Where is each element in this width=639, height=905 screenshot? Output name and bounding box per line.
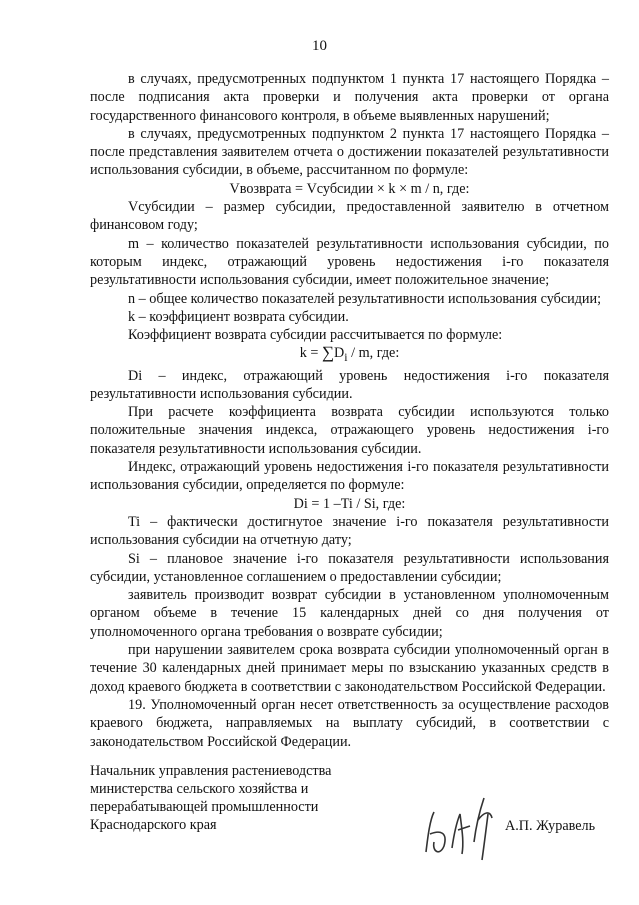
formula-k xyxy=(90,344,609,366)
definition-n: n – общее количество показателей результативности использования субсидии; xyxy=(128,290,602,307)
handwritten-signature xyxy=(418,790,508,870)
position-line: Краснодарского края xyxy=(90,817,217,833)
paragraph-positive-values: При расчете коэффициента возврата субсидии используются только положительные значения индекса, отражающего уровень недостижения i-го показателя результативности использования субсидии. xyxy=(90,404,609,457)
sum-symbol: ∑ xyxy=(321,343,335,363)
signatory-name: А.П. Журавель xyxy=(505,818,596,834)
position-line: министерства сельского хозяйства и xyxy=(90,781,309,797)
definition-ti: Ti – фактически достигнутое значение i-го показателя результативности использования субсидии на отчетную дату; xyxy=(90,513,609,549)
paragraph-refund-deadline: заявитель производит возврат субсидии в установленном уполномоченным органом объеме в течение 15 календарных дней со дня получения от уполномоченного органа требования о возврате субсидии; xyxy=(90,587,609,640)
paragraph-refund-case-2: в случаях, предусмотренных подпунктом 2 пункта 17 настоящего Порядка – после представления заявителем отчета о достижении показателей результативности использования субсидии, в объеме, рассчитанном по формуле: xyxy=(90,125,609,179)
formula-refund-volume: Vвозврата = Vсубсидии × k × m / n, где: xyxy=(229,180,470,197)
page-number: 10 xyxy=(312,38,327,54)
definition-si: Si – плановое значение i-го показателя результативности использования субсидии, установленное соглашением о предоставлении субсидии; xyxy=(90,550,609,585)
paragraph-refund-case-1: в случаях, предусмотренных подпунктом 1 пункта 17 настоящего Порядка – после подписания акта проверки и получения акта проверки от органа государственного финансового контроля, в объеме выявленных нарушений; xyxy=(90,71,609,124)
definition-di: Di – индекс, отражающий уровень недостижения i-го показателя результативности использования субсидии. xyxy=(90,367,609,402)
formula-k-rest: / m, где: xyxy=(347,345,400,362)
formula-k-lhs: k = xyxy=(299,345,322,362)
signatory-position xyxy=(90,762,331,834)
document-body xyxy=(90,70,609,751)
definition-m: m – количество показателей результативности использования субсидии, по которым индекс, отражающий уровень недостижения i-го показателя результативности использования субсидии, имеет положительное значение; xyxy=(90,235,609,289)
formula-k-d: D xyxy=(334,345,345,362)
formula-k-subscript: i xyxy=(344,350,348,365)
definition-k: k – коэффициент возврата субсидии. xyxy=(128,308,349,325)
paragraph-di-formula-intro: Индекс, отражающий уровень недостижения i-го показателя результативности использования субсидии, определяется по формуле: xyxy=(90,459,609,494)
paragraph-item-19: 19. Уполномоченный орган несет ответственность за осуществление расходов краевого бюджета, направляемых на выплату субсидий, в соответствии с законодательством Российской Федерации. xyxy=(90,696,609,750)
definition-v-subsidy: Vсубсидии – размер субсидии, предоставленной заявителю в отчетном финансовом году; xyxy=(90,199,609,234)
position-line: перерабатывающей промышленности xyxy=(90,799,319,815)
paragraph-k-formula-intro: Коэффициент возврата субсидии рассчитывается по формуле: xyxy=(128,327,503,344)
position-line: Начальник управления растениеводства xyxy=(90,763,332,779)
paragraph-deadline-violation: при нарушении заявителем срока возврата субсидии уполномоченный орган в течение 30 календарных дней принимает меры по взысканию указанных средств в доход краевого бюджета в соответствии с законодательством Российской Федерации. xyxy=(90,642,609,695)
formula-di: Di = 1 –Ti / Si, где: xyxy=(293,495,406,512)
